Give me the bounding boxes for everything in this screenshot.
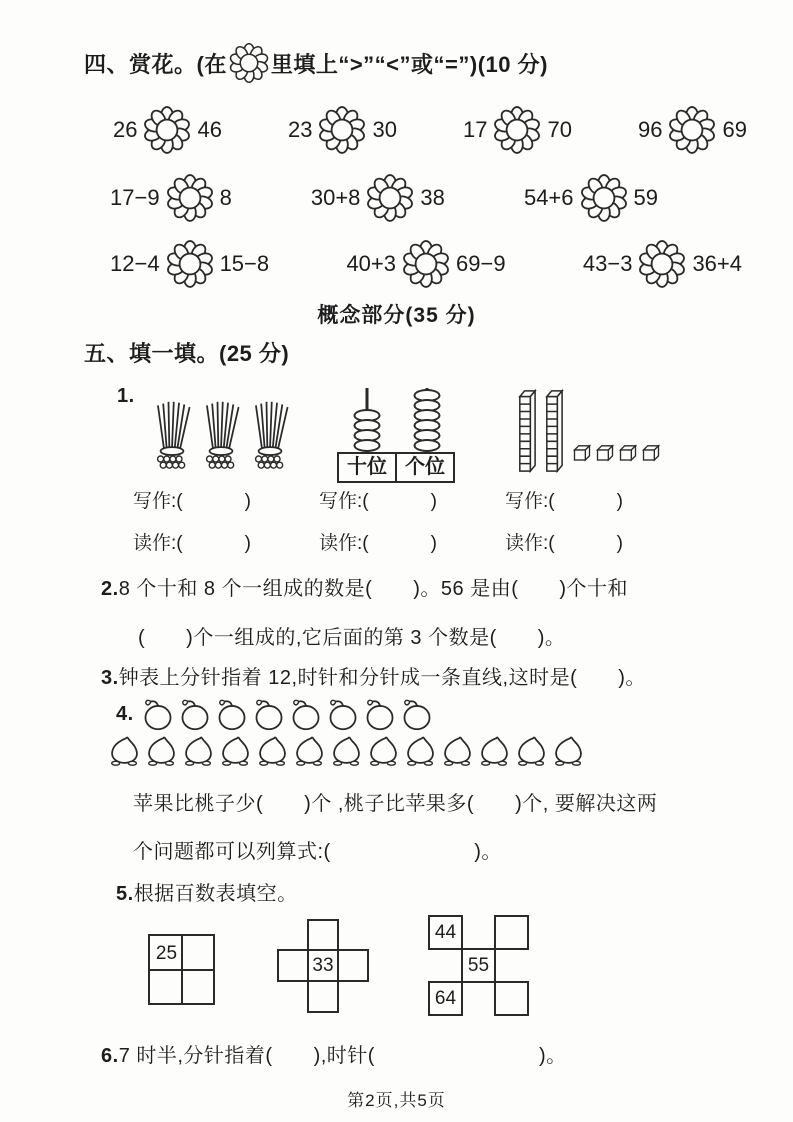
write-blank (505, 486, 665, 513)
section4-title (84, 42, 548, 84)
flower-icon (492, 105, 542, 155)
grid-c-bottom-left: 64 (428, 981, 463, 1016)
ten-rod-icon (543, 389, 564, 473)
grid-b-center: 33 (307, 949, 339, 982)
abacus-tens-column (337, 386, 397, 452)
compare-item (110, 239, 269, 289)
unit-cube-icon (641, 443, 661, 462)
question6-text: 7 时半,分针指着( ),时针( )。 (118, 1045, 567, 1067)
flower-icon (228, 42, 270, 84)
apple-icon (362, 697, 398, 731)
write-label: 写作:( (133, 491, 183, 512)
abacus-rods (337, 386, 457, 452)
compare-row-2 (110, 168, 658, 228)
apple-icon (288, 697, 324, 731)
abacus (337, 386, 457, 483)
ten-rod-icon (516, 389, 537, 473)
question6-line (101, 1039, 567, 1068)
close-paren: ) (616, 491, 623, 512)
compare-row-3 (110, 234, 742, 294)
write-label: 写作:( (319, 491, 369, 512)
question6-number: 6. (101, 1045, 119, 1067)
grid-cell-empty (494, 981, 529, 1016)
unit-cubes (572, 443, 661, 462)
unit-cube-icon (618, 443, 638, 462)
peach-icon (254, 734, 291, 767)
page-footer: 第2页,共5页 (347, 1091, 446, 1110)
flower-icon (165, 239, 215, 289)
unit-cube-icon (595, 443, 615, 462)
hundred-chart-grid-a (148, 934, 215, 1005)
flower-icon (401, 239, 451, 289)
compare-item (288, 105, 397, 155)
left-operand: 96 (638, 117, 663, 142)
compare-item (110, 173, 232, 223)
right-operand: 38 (420, 185, 445, 210)
right-operand: 8 (219, 185, 232, 210)
concept-section-header: 概念部分(35 分) (317, 304, 476, 327)
question4-line1: 苹果比桃子少( )个 ,桃子比苹果多( )个, 要解决这两 (133, 793, 658, 815)
right-operand: 46 (197, 117, 222, 142)
write-label: 写作:( (505, 491, 555, 512)
grid-c-center: 55 (461, 948, 496, 983)
peach-icon (217, 734, 254, 767)
read-label: 读作:( (133, 533, 183, 554)
ones-place-label: 个位 (395, 452, 455, 483)
apple-icon (325, 697, 361, 731)
flower-icon (365, 173, 415, 223)
stick-bundle-icon (150, 397, 194, 477)
grid-cell-empty (307, 919, 339, 951)
peach-icon (291, 734, 328, 767)
peach-icon (513, 734, 550, 767)
right-operand: 69−9 (456, 251, 506, 276)
write-blank (319, 486, 479, 513)
compare-item (463, 105, 572, 155)
apple-icon (214, 697, 250, 731)
abacus-bead (354, 439, 381, 452)
stick-bundles (150, 397, 292, 477)
abacus-ones-beads (414, 392, 441, 452)
apple-icon (399, 697, 435, 731)
question2-line1 (101, 572, 628, 601)
left-operand: 30+8 (310, 185, 361, 210)
apple-row (140, 697, 435, 731)
abacus-labels (337, 452, 457, 483)
hundred-chart-grid-b (277, 919, 369, 1015)
left-operand: 26 (113, 117, 138, 142)
question2-number: 2. (101, 578, 119, 600)
stick-bundle-icon (199, 397, 243, 477)
tens-place-label: 十位 (337, 452, 397, 483)
read-blank (133, 528, 293, 555)
grid-cell-empty (337, 949, 369, 982)
compare-item (524, 173, 658, 223)
right-operand: 30 (372, 117, 397, 142)
write-read-column (133, 486, 293, 570)
right-operand: 36+4 (692, 251, 742, 276)
question2-text1: 8 个十和 8 个一组成的数是( )。56 是由( )个十和 (118, 578, 629, 600)
flower-icon (165, 173, 215, 223)
question5-line (116, 877, 298, 906)
peach-icon (106, 734, 143, 767)
close-paren: ) (430, 491, 437, 512)
question4-line2: 个问题都可以列算式:( )。 (133, 841, 502, 863)
right-operand: 70 (547, 117, 572, 142)
question3-line (101, 661, 646, 690)
compare-item (113, 105, 222, 155)
peach-icon (476, 734, 513, 767)
close-paren: ) (244, 533, 251, 554)
flower-icon (637, 239, 687, 289)
apple-icon (177, 697, 213, 731)
peach-icon (439, 734, 476, 767)
right-operand: 15−8 (219, 251, 270, 276)
hundred-chart-grid-c (428, 915, 530, 1018)
right-operand: 59 (633, 185, 658, 210)
grid-c-top-left: 44 (428, 915, 463, 950)
question5-number: 5. (116, 883, 134, 905)
read-label: 读作:( (319, 533, 369, 554)
grid-cell-empty (494, 915, 529, 950)
peach-icon (402, 734, 439, 767)
peach-icon (180, 734, 217, 767)
read-blank (319, 528, 479, 555)
peach-icon (143, 734, 180, 767)
peach-icon (328, 734, 365, 767)
right-operand: 69 (722, 117, 747, 142)
grid-a-value: 25 (155, 942, 178, 964)
abacus-bead (414, 439, 441, 452)
stick-bundle-icon (248, 397, 292, 477)
peach-icon (365, 734, 402, 767)
left-operand: 17 (463, 117, 488, 142)
unit-cube-icon (572, 443, 592, 462)
close-paren: ) (244, 491, 251, 512)
write-read-columns (133, 486, 691, 570)
read-label: 读作:( (505, 533, 555, 554)
question2-line2: ( )个一组成的,它后面的第 3 个数是( )。 (138, 627, 566, 649)
read-blank (505, 528, 665, 555)
compare-row-1 (113, 100, 747, 160)
peach-row (106, 734, 587, 767)
write-read-column (319, 486, 479, 570)
apple-icon (140, 697, 176, 731)
left-operand: 23 (288, 117, 313, 142)
base-ten-rods (516, 389, 564, 473)
question3-text: 钟表上分针指着 12,时针和分针成一条直线,这时是( )。 (118, 667, 646, 689)
question1-number: 1. (117, 385, 135, 407)
compare-item (311, 173, 445, 223)
grid-cell-empty (277, 949, 309, 982)
flower-icon (142, 105, 192, 155)
compare-item (583, 239, 742, 289)
left-operand: 40+3 (346, 251, 396, 276)
left-operand: 43−3 (582, 251, 633, 276)
close-paren: ) (616, 533, 623, 554)
write-read-column (505, 486, 665, 570)
question4-number: 4. (116, 703, 134, 725)
write-blank (133, 486, 293, 513)
flower-icon (579, 173, 629, 223)
question3-number: 3. (101, 667, 119, 689)
flower-icon (317, 105, 367, 155)
compare-item (346, 239, 505, 289)
flower-icon (667, 105, 717, 155)
left-operand: 17−9 (110, 185, 160, 210)
left-operand: 54+6 (523, 185, 574, 210)
close-paren: ) (430, 533, 437, 554)
left-operand: 12−4 (110, 251, 160, 276)
grid-cell-empty (307, 980, 339, 1013)
section4-title-prefix: 四、赏花。(在 (84, 51, 227, 77)
apple-icon (251, 697, 287, 731)
abacus-tens-beads (354, 412, 381, 452)
section5-title: 五、填一填。(25 分) (84, 341, 290, 366)
question5-text: 根据百数表填空。 (133, 883, 298, 905)
peach-icon (550, 734, 587, 767)
compare-item (638, 105, 747, 155)
section4-title-suffix: 里填上“>”“<”或“=”)(10 分) (270, 51, 548, 77)
abacus-ones-column (397, 386, 457, 452)
